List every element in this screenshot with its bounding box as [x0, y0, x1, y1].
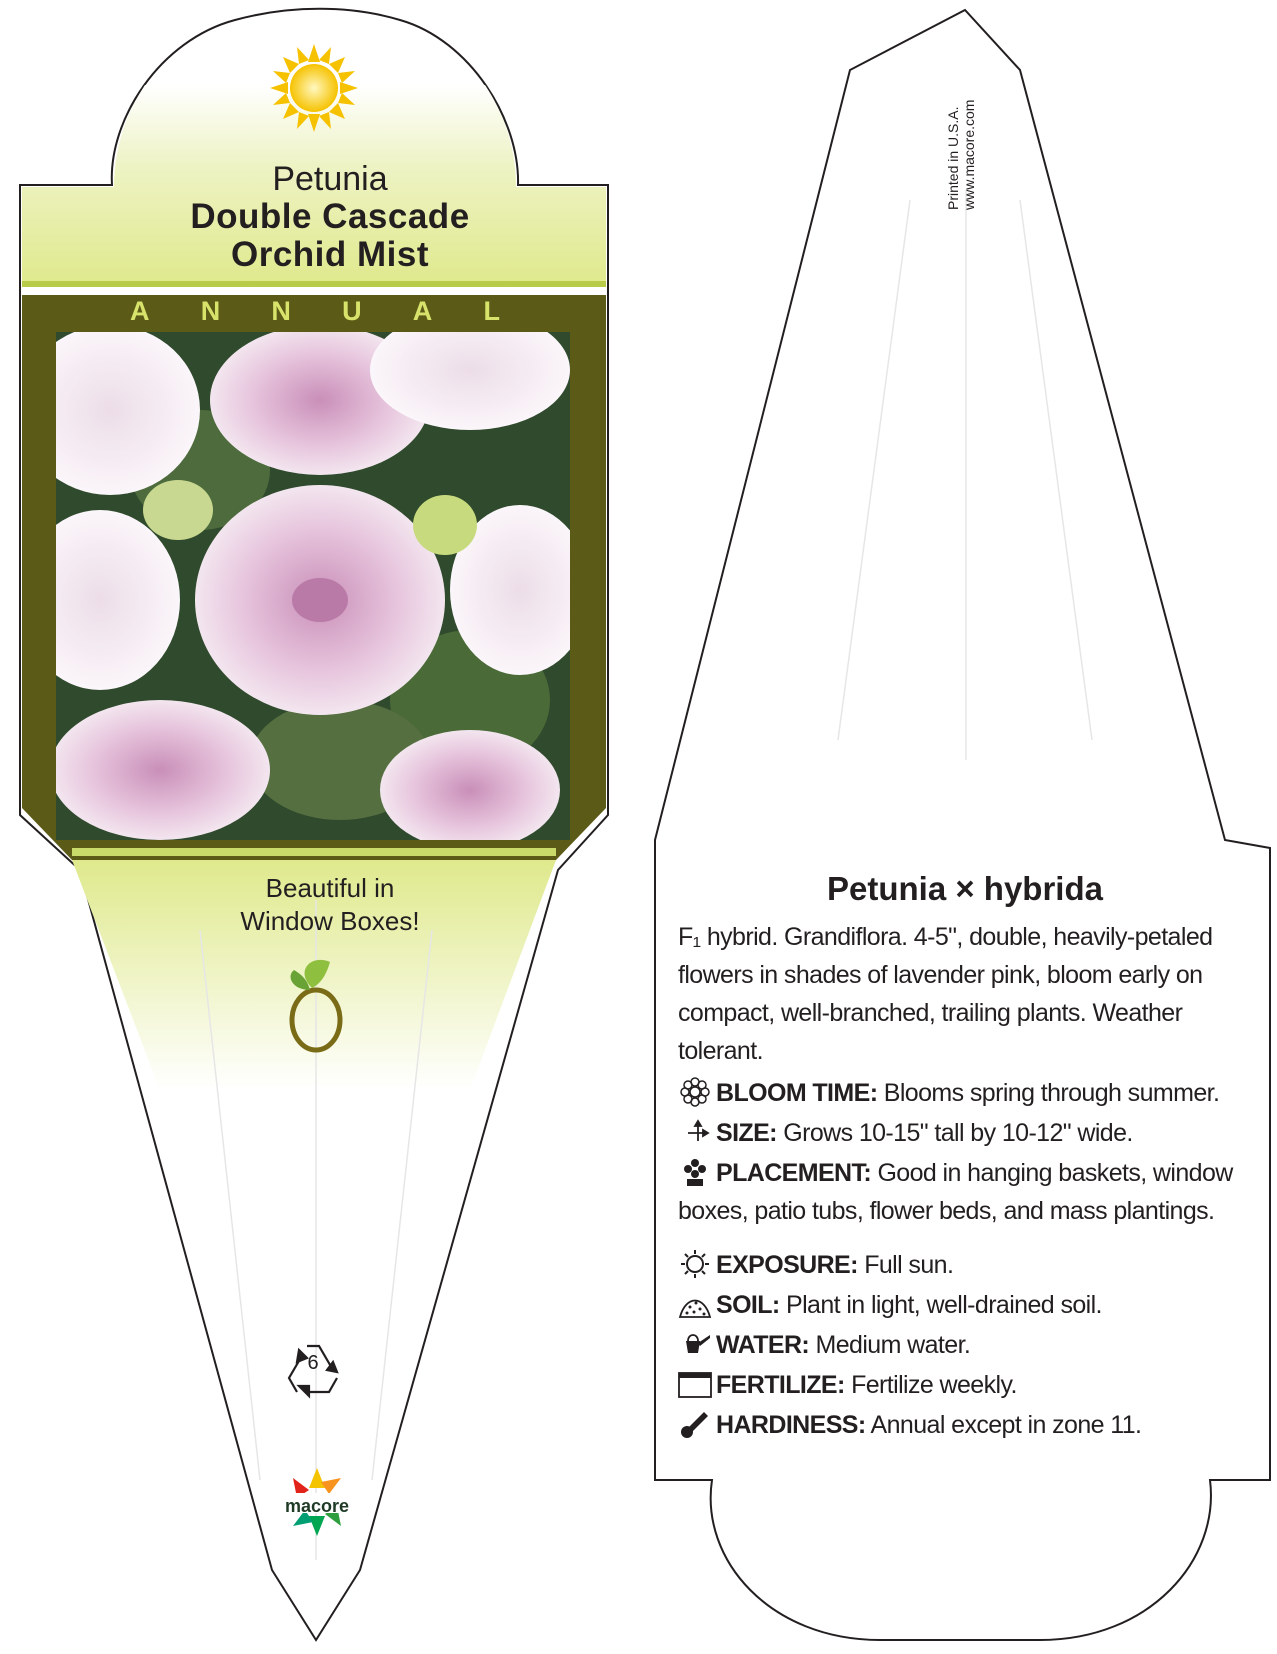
sun-icon	[678, 1249, 712, 1279]
care-hardiness	[678, 1406, 1238, 1444]
thermometer-icon	[678, 1409, 712, 1439]
printed-line-1: Printed in U.S.A.	[945, 106, 961, 210]
category-letter: A	[130, 296, 150, 326]
care-label: EXPOSURE:	[716, 1251, 858, 1279]
tagline-line-2: Window Boxes!	[240, 906, 420, 936]
care-text: Medium water.	[809, 1331, 971, 1359]
care-label: SOIL:	[716, 1291, 780, 1319]
cultivar-line-2: Orchid Mist	[230, 235, 430, 274]
care-label: WATER:	[716, 1331, 810, 1359]
category-letter: L	[483, 296, 500, 326]
recycle-number: 6	[307, 1352, 319, 1374]
care-exposure	[678, 1246, 1238, 1284]
care-text: Grows 10-15" tall by 10-12" wide.	[776, 1119, 1133, 1147]
care-placement	[678, 1154, 1238, 1230]
category-letter: N	[200, 296, 221, 326]
brand-name: macore	[284, 1496, 350, 1516]
care-water	[678, 1326, 1238, 1364]
petunia-photo	[20, 310, 590, 850]
tagline-line-1: Beautiful in	[265, 873, 395, 903]
care-text: Annual except in zone 11.	[865, 1411, 1142, 1439]
care-label: HARDINESS:	[716, 1411, 866, 1439]
tagline	[0, 872, 660, 938]
category-letter: U	[342, 296, 362, 326]
cultivar-name	[0, 198, 660, 274]
botanical-name: Petunia × hybrida	[827, 870, 1103, 907]
npk-fertilizer-icon	[678, 1369, 712, 1399]
size-arrows-icon	[678, 1117, 712, 1147]
plant-genus: Petunia	[272, 160, 388, 198]
category-letter: A	[412, 296, 433, 326]
printed-notice	[945, 100, 977, 210]
care-soil	[678, 1286, 1238, 1324]
care-text: Blooms spring through summer.	[877, 1079, 1220, 1107]
printed-line-2: www.macore.com	[961, 99, 977, 210]
flower-icon	[678, 1077, 712, 1107]
watering-can-icon	[678, 1329, 712, 1359]
category-letter: N	[271, 296, 291, 326]
plant-description: F₁ hybrid. Grandiflora. 4-5", double, heavily-petaled flowers in shades of lavender pink, bloom early on compact, well-branched, trailing plants. Weather tolerant.	[678, 923, 1213, 1065]
care-label: FERTILIZE:	[716, 1371, 845, 1399]
care-text: Fertilize weekly.	[844, 1371, 1017, 1399]
care-text: Good in hanging baskets, window boxes, patio tubs, flower beds, and mass plantings.	[678, 1159, 1233, 1225]
care-label: SIZE:	[716, 1119, 777, 1147]
care-size	[678, 1114, 1238, 1152]
sun-icon	[270, 44, 358, 132]
care-label: BLOOM TIME:	[716, 1079, 878, 1107]
care-fertilize	[678, 1366, 1238, 1404]
placement-flowers-icon	[678, 1157, 712, 1187]
care-bloom-time	[678, 1074, 1238, 1112]
category-banner	[130, 296, 500, 327]
soil-mound-icon	[678, 1289, 712, 1319]
care-text: Full sun.	[857, 1251, 954, 1279]
care-text: Plant in light, well-drained soil.	[779, 1291, 1102, 1319]
care-label: PLACEMENT:	[716, 1159, 872, 1187]
cultivar-line-1: Double Cascade	[190, 197, 470, 236]
